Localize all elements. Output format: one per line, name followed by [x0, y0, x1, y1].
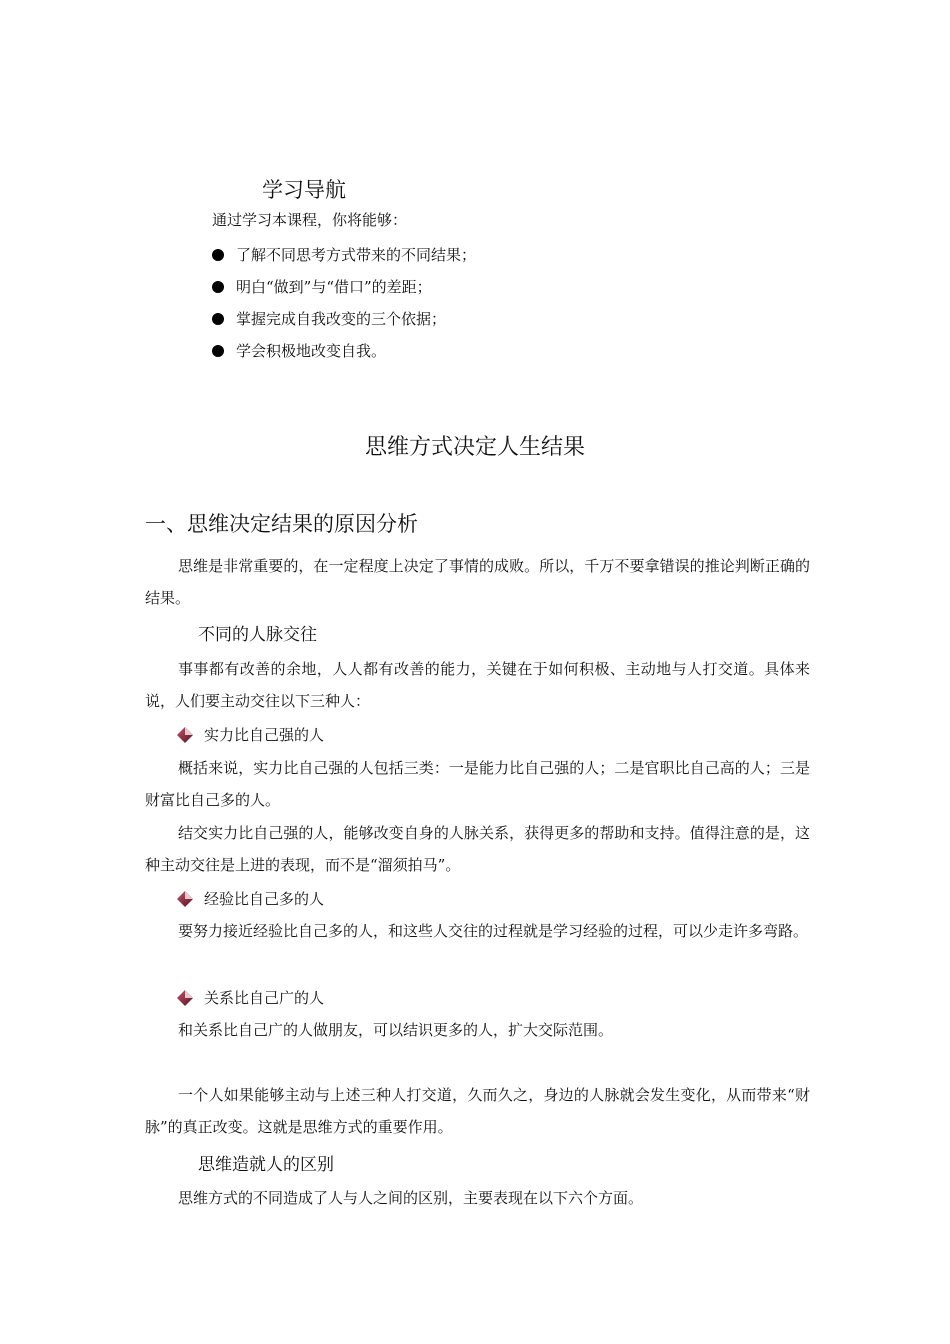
subheading: 思维造就人的区别	[198, 1155, 334, 1175]
bullet-dot-icon	[212, 313, 224, 325]
nav-title: 学习导航	[262, 178, 346, 202]
paragraph: 概括来说，实力比自己强的人包括三类：一是能力比自己强的人；二是官职比自己高的人；三是财富比自己多的人。	[145, 759, 810, 809]
page-title: 思维方式决定人生结果	[364, 435, 585, 460]
paragraph: 要努力接近经验比自己多的人，和这些人交往的过程就是学习经验的过程，可以少走许多弯路。	[178, 922, 809, 940]
bullet-item	[176, 724, 324, 745]
nav-item-label: 掌握完成自我改变的三个依据；	[236, 310, 447, 328]
nav-item-label: 了解不同思考方式带来的不同结果；	[236, 246, 477, 264]
paragraph: 事事都有改善的余地，人人都有改善的能力，关键在于如何积极、主动地与人打交道。具体来说，人们要主动交往以下三种人：	[145, 660, 810, 710]
nav-item-label: 学会积极地改变自我。	[236, 342, 387, 360]
nav-item-label: 明白“做到”与“借口”的差距；	[236, 278, 432, 296]
paragraph: 一个人如果能够主动与上述三种人打交道，久而久之，身边的人脉就会发生变化，从而带来“财脉”的真正改变。这就是思维方式的重要作用。	[145, 1086, 810, 1136]
nav-item	[212, 276, 432, 297]
nav-item	[212, 308, 446, 329]
diamond-bullet-icon	[176, 989, 194, 1007]
nav-intro: 通过学习本课程，你将能够：	[212, 211, 408, 229]
bullet-dot-icon	[212, 345, 224, 357]
bullet-item-label: 实力比自己强的人	[204, 726, 325, 744]
nav-item	[212, 340, 386, 361]
diamond-bullet-icon	[176, 726, 194, 744]
diamond-bullet-icon	[176, 890, 194, 908]
bullet-dot-icon	[212, 249, 224, 261]
paragraph: 和关系比自己广的人做朋友，可以结识更多的人，扩大交际范围。	[178, 1021, 614, 1039]
bullet-item-label: 关系比自己广的人	[204, 989, 325, 1007]
paragraph: 思维是非常重要的，在一定程度上决定了事情的成败。所以，千万不要拿错误的推论判断正确的结果。	[145, 557, 810, 607]
bullet-dot-icon	[212, 281, 224, 293]
bullet-item-label: 经验比自己多的人	[204, 890, 325, 908]
subheading: 不同的人脉交往	[198, 625, 317, 645]
paragraph: 思维方式的不同造成了人与人之间的区别，主要表现在以下六个方面。	[178, 1189, 644, 1207]
section-heading: 一、思维决定结果的原因分析	[145, 512, 418, 536]
bullet-item	[176, 987, 324, 1008]
nav-item	[212, 244, 476, 265]
paragraph: 结交实力比自己强的人，能够改变自身的人脉关系，获得更多的帮助和支持。值得注意的是，这种主动交往是上进的表现，而不是“溜须拍马”。	[145, 824, 810, 874]
bullet-item	[176, 888, 324, 909]
